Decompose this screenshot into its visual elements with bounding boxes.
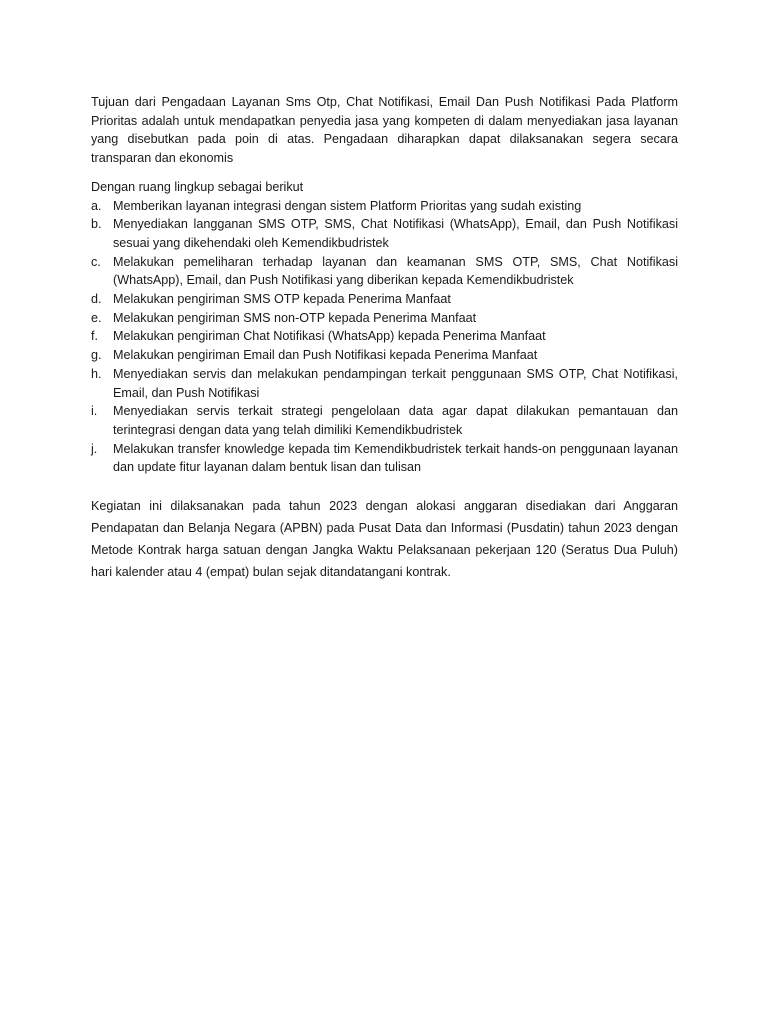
- list-marker: e.: [91, 310, 102, 325]
- list-item-text: Menyediakan langganan SMS OTP, SMS, Chat Notifikasi (WhatsApp), Email, dan Push Notifikasi sesuai yang dikehendaki oleh Kemendikbudristek: [113, 217, 678, 250]
- list-item-text: Melakukan pengiriman Email dan Push Notifikasi kepada Penerima Manfaat: [113, 348, 538, 363]
- intro-paragraph: Tujuan dari Pengadaan Layanan Sms Otp, Chat Notifikasi, Email Dan Push Notifikasi Pada Platform Prioritas adalah untuk mendapatkan penyedia jasa yang kompeten di dalam menyediakan jasa layanan yang disebutkan pada poin di atas. Pengadaan diharapkan dapat dilaksanakan segera secara transparan dan ekonomis: [91, 95, 678, 166]
- list-marker: d.: [91, 292, 102, 307]
- list-item-text: Memberikan layanan integrasi dengan sistem Platform Prioritas yang sudah existing: [113, 198, 582, 213]
- scope-item-a: [91, 197, 678, 216]
- scope-item-g: [91, 346, 678, 365]
- list-marker: j.: [91, 441, 98, 456]
- list-item-text: Menyediakan servis dan melakukan pendampingan terkait penggunaan SMS OTP, Chat Notifikasi, Email, dan Push Notifikasi: [113, 366, 678, 400]
- scope-heading: Dengan ruang lingkup sebagai berikut: [91, 179, 304, 194]
- scope-item-i: [91, 402, 678, 439]
- list-marker: c.: [91, 254, 101, 269]
- scope-item-f: [91, 327, 678, 346]
- list-item-text: Melakukan pemeliharan terhadap layanan dan keamanan SMS OTP, SMS, Chat Notifikasi (WhatsApp), Email, dan Push Notifikasi yang diberikan kepada Kemendikbudristek: [113, 254, 678, 288]
- list-marker: i.: [91, 404, 98, 419]
- list-item-text: Melakukan pengiriman Chat Notifikasi (WhatsApp) kepada Penerima Manfaat: [113, 329, 546, 344]
- list-item-text: Melakukan pengiriman SMS non-OTP kepada Penerima Manfaat: [113, 310, 477, 325]
- closing-paragraph: Kegiatan ini dilaksanakan pada tahun 2023 dengan alokasi anggaran disediakan dari Anggaran Pendapatan dan Belanja Negara (APBN) pada Pusat Data dan Informasi (Pusdatin) tahun 2023 dengan Metode Kontrak harga satuan dengan Jangka Waktu Pelaksanaan pekerjaan 120 (Seratus Dua Puluh) hari kalender atau 4 (empat) bulan sejak ditandatangani kontrak.: [91, 499, 678, 580]
- scope-item-h: [91, 365, 678, 402]
- scope-item-d: [91, 290, 678, 309]
- scope-item-c: [91, 253, 678, 290]
- list-item-text: Melakukan transfer knowledge kepada tim Kemendikbudristek terkait hands-on penggunaan layanan dan update fitur layanan dalam bentuk lisan dan tulisan: [113, 441, 678, 475]
- list-marker: f.: [91, 329, 98, 344]
- list-marker: b.: [91, 217, 102, 232]
- document-body: [91, 93, 678, 583]
- scope-item-e: [91, 309, 678, 328]
- scope-list: [91, 197, 678, 478]
- list-marker: g.: [91, 348, 102, 363]
- list-marker: a.: [91, 198, 102, 213]
- scope-item-j: [91, 440, 678, 477]
- list-item-text: Melakukan pengiriman SMS OTP kepada Penerima Manfaat: [113, 292, 451, 307]
- scope-item-b: [91, 215, 678, 252]
- list-marker: h.: [91, 366, 102, 381]
- list-item-text: Menyediakan servis terkait strategi pengelolaan data agar dapat dilakukan pemantauan dan terintegrasi dengan data yang telah dimiliki Kemendikbudristek: [113, 404, 678, 437]
